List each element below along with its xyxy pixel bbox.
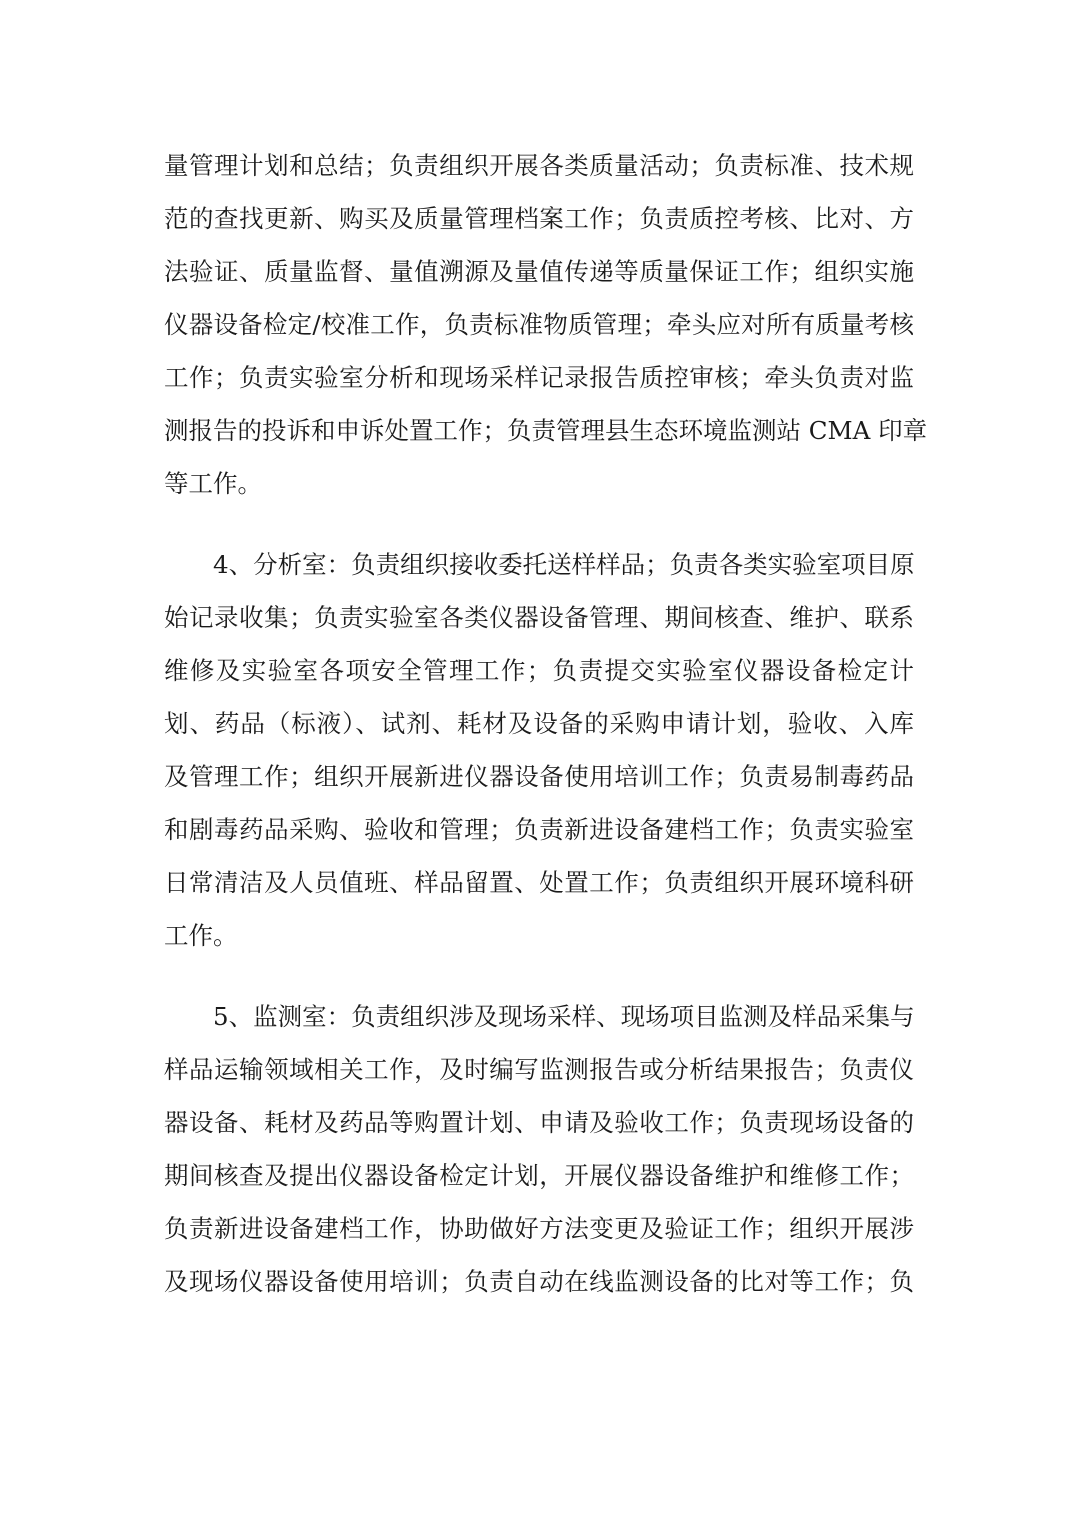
text-line: 器设备、耗材及药品等购置计划、申请及验收工作；负责现场设备的 [164, 1108, 914, 1137]
text-line: 工作。 [164, 921, 238, 950]
text-line: 仪器设备检定/校准工作，负责标准物质管理；牵头应对所有质量考核 [164, 310, 914, 339]
text-line: 及现场仪器设备使用培训；负责自动在线监测设备的比对等工作；负 [164, 1267, 914, 1296]
text-line: 始记录收集；负责实验室各类仪器设备管理、期间核查、维护、联系 [164, 603, 914, 632]
text-line: 负责新进设备建档工作，协助做好方法变更及验证工作；组织开展涉 [164, 1214, 914, 1243]
paragraph-spacer [164, 510, 914, 538]
paragraph-spacer [164, 962, 914, 990]
text-line: 工作；负责实验室分析和现场采样记录报告质控审核；牵头负责对监 [164, 363, 914, 392]
text-line: 及管理工作；组织开展新进仪器设备使用培训工作；负责易制毒药品 [164, 762, 914, 791]
text-line: 维修及实验室各项安全管理工作；负责提交实验室仪器设备检定计 [164, 656, 914, 685]
text-line: 测报告的投诉和申诉处置工作；负责管理县生态环境监测站 CMA 印章 [164, 416, 928, 445]
document-body [164, 139, 928, 1308]
text-line: 划、药品（标液）、试剂、耗材及设备的采购申请计划，验收、入库 [164, 709, 914, 738]
text-line: 等工作。 [164, 469, 262, 498]
text-line: 期间核查及提出仪器设备检定计划，开展仪器设备维护和维修工作； [164, 1161, 914, 1190]
text-line: 法验证、质量监督、量值溯源及量值传递等质量保证工作；组织实施 [164, 257, 914, 286]
text-line: 日常清洁及人员值班、样品留置、处置工作；负责组织开展环境科研 [164, 868, 914, 897]
text-line: 4、分析室：负责组织接收委托送样样品；负责各类实验室项目原 [213, 550, 915, 579]
text-line: 范的查找更新、购买及质量管理档案工作；负责质控考核、比对、方 [164, 204, 914, 233]
paragraph-monitoring-room [164, 990, 914, 1308]
paragraph-analysis-room [164, 538, 914, 962]
paragraph-quality-room-continued [164, 139, 928, 510]
text-line: 量管理计划和总结；负责组织开展各类质量活动；负责标准、技术规 [164, 151, 914, 180]
text-line: 和剧毒药品采购、验收和管理；负责新进设备建档工作；负责实验室 [164, 815, 914, 844]
text-line: 5、监测室：负责组织涉及现场采样、现场项目监测及样品采集与 [213, 1002, 915, 1031]
text-line: 样品运输领域相关工作，及时编写监测报告或分析结果报告；负责仪 [164, 1055, 914, 1084]
